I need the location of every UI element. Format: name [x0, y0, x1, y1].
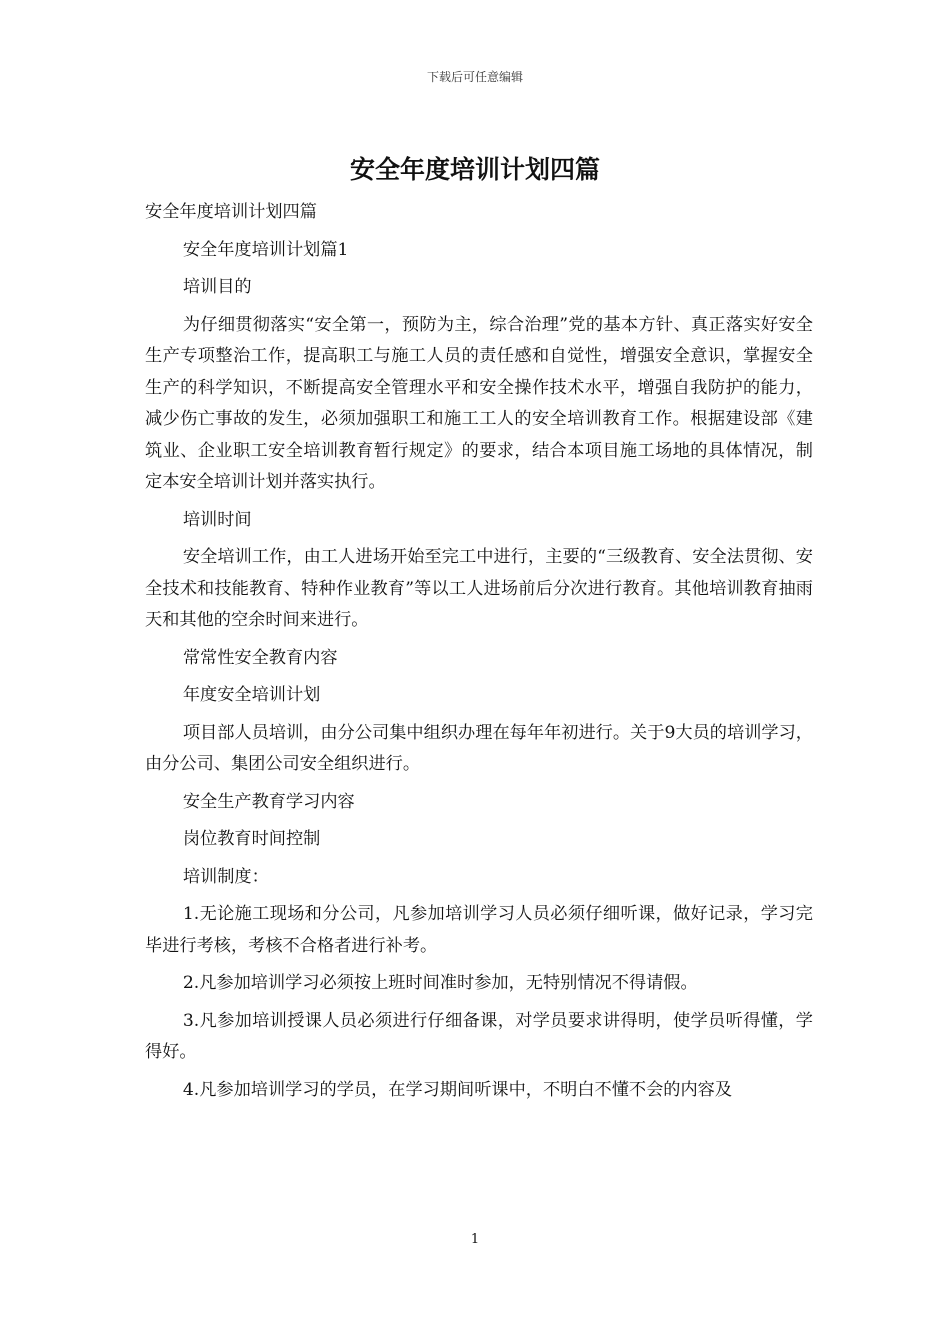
body-paragraph: 项目部人员培训，由分公司集中组织办理在每年年初进行。关于9大员的培训学习，由分公司、集团公司安全组织进行。: [145, 722, 813, 774]
body-paragraph: 安全年度培训计划篇1: [182, 239, 349, 260]
body-paragraph: 培训目的: [182, 277, 252, 297]
body-paragraph: 安全年度培训计划四篇: [145, 202, 317, 222]
body-paragraph: 培训时间: [182, 509, 252, 530]
body-paragraph: 安全生产教育学习内容: [182, 791, 355, 812]
body-paragraph: 为仔细贯彻落实“安全第一，预防为主，综合治理”党的基本方针、真正落实好安全生产专项整治工作，提高职工与施工人员的责任感和自觉性，增强安全意识，掌握安全生产的科学知识，不断提高安全管理水平和安全操作技术水平，增强自我防护的能力，减少伤亡事故的发生，必须加强职工和施工工人的安全培训教育工作。根据建设部《建筑业、企业职工安全培训教育暂行规定》的要求，结合本项目施工场地的具体情况，制定本安全培训计划并落实执行。: [145, 314, 813, 492]
document-body: [145, 197, 813, 1112]
body-paragraph: 安全培训工作，由工人进场开始至完工中进行，主要的“三级教育、安全法贯彻、安全技术和技能教育、特种作业教育”等以工人进场前后分次进行教育。其他培训教育抽雨天和其他的空余时间来进行。: [145, 547, 813, 630]
body-paragraph: 岗位教育时间控制: [182, 829, 321, 849]
body-paragraph: 年度安全培训计划: [182, 685, 321, 705]
body-paragraph: 3.凡参加培训授课人员必须进行仔细备课，对学员要求讲得明，使学员听得懂，学得好。: [145, 1010, 813, 1062]
document-title: 安全年度培训计划四篇: [349, 155, 600, 184]
header-note: 下载后可任意编辑: [426, 70, 523, 84]
page-number: 1: [470, 1232, 480, 1247]
body-paragraph: 常常性安全教育内容: [182, 647, 338, 668]
body-paragraph: 2.凡参加培训学习必须按上班时间准时参加，无特别情况不得请假。: [182, 973, 698, 993]
body-paragraph: 培训制度：: [182, 866, 269, 887]
body-paragraph: 1.无论施工现场和分公司，凡参加培训学习人员必须仔细听课，做好记录，学习完毕进行考核，考核不合格者进行补考。: [145, 904, 813, 956]
body-paragraph: 4.凡参加培训学习的学员，在学习期间听课中，不明白不懂不会的内容及: [182, 1079, 733, 1100]
